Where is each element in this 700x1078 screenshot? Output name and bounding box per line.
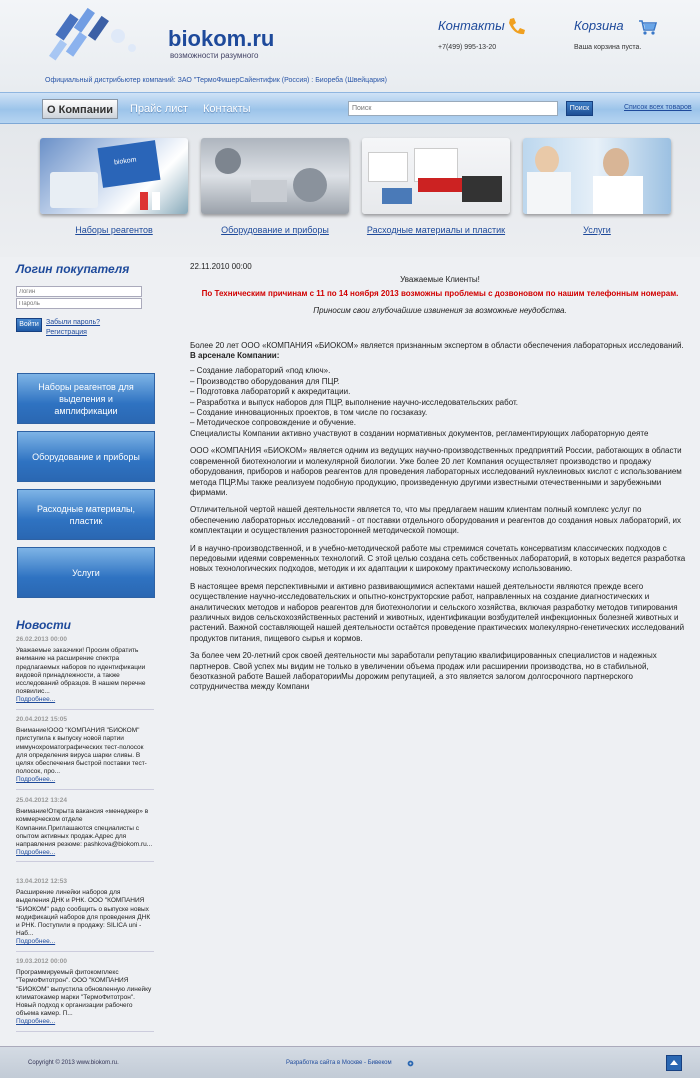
news-text: Уважаемые заказчики! Просим обратить внимание на расширение спектра предлагаемых наборов по идентификации видовой принадлежности, а также исследований образцов. В нашем перечне появилис... [16,647,146,696]
phone-number: +7(499) 995-13-20 [438,44,497,51]
list-item: – Методическое сопровождение и обучение. [190,418,356,428]
news-text: Внимание!Открыта вакансия «менеджер» в коммерческом отделе Компании.Приглашаются специалисты с опытом активных продаж.Адрес для направления резюме: pashkova@biokom.ru... [16,808,153,849]
reagents-image[interactable]: biokom [40,138,188,214]
list-item: – Разработка и выпуск наборов для ПЦР, выполнение научно-исследовательских работ. [190,397,518,407]
cart-icon[interactable] [638,18,658,36]
search-input[interactable] [348,101,558,116]
news-date: 19.03.2012 00:00 [16,958,67,965]
specialists-text: Специалисты Компании активно участвуют в создании нормативных документов, регламентирующих лабораторную деяте [190,428,649,438]
paragraph: Отличительной чертой нашей деятельности является то, что мы предлагаем нашим клиентам полный комплекс услуг по обеспечению лабораторных исследований - от поставки отдельного оборудования и реагентов до создания новых лабораторий, их комплектации и осуществления разносторонней методической помощи. [190,505,682,536]
all-goods-link[interactable]: Список всех товаров [624,104,692,111]
arrow-up-icon [667,1056,681,1070]
news-date: 13.04.2012 12:53 [16,878,67,885]
sidebar-item-equipment[interactable]: Оборудование и приборы [17,431,155,482]
login-title: Логин покупателя [16,262,130,276]
logo-text[interactable]: biokom.ru [168,26,275,51]
footer [0,1046,700,1078]
category-label[interactable]: Расходные материалы и пластик [366,225,506,235]
news-item [16,636,154,710]
nav-price[interactable]: Прайс лист [130,103,188,115]
nav-about[interactable]: О Компании [42,99,118,119]
gear-icon [406,1059,415,1068]
paragraph: За более чем 20-летний срок своей деятельности мы заработали репутацию квалифицированных специалистов и надежных партнеров. Свой успех мы видим не только в увеличении объема продаж или расширении производства, но в стабильной, безотказной работе Вашей лабораторииМы дорожим репутацией, а это является залогом долгосрочного партнерского сотрудничества между Компани [190,651,657,692]
phone-icon [506,16,526,36]
paragraph: И в научно-производственной, и в учебно-методической работе мы стремимся сочетать консерватизм классических подходов с передовыми идеями современных технологий. С этой целью создана сеть собственных лабораторий, в которых ведется разработка новых технологических подходов, методик и их адаптации к широкому практическому использованию. [190,543,686,574]
news-more-link[interactable]: Подробнее... [16,938,56,946]
news-item [16,958,154,1032]
news-item [16,878,154,952]
category-services[interactable] [523,138,671,235]
intro [190,341,690,362]
services-list [190,366,690,428]
developer-link[interactable]: Разработка сайта в Москве - Бивеком [286,1060,392,1066]
logo-icon[interactable] [42,6,162,74]
services-image[interactable] [523,138,671,214]
cart-status: Ваша корзина пуста. [574,44,642,51]
contacts-heading[interactable]: Контакты [438,18,505,33]
forgot-password-link[interactable]: Забыли пароль? [46,319,101,326]
login-input[interactable] [16,286,142,297]
sidebar-item-services[interactable]: Услуги [17,547,155,598]
sidebar [14,262,159,276]
news-more-link[interactable]: Подробнее... [16,849,56,857]
category-strip [0,124,700,257]
list-item: – Производство оборудования для ПЦР. [190,376,340,386]
password-input[interactable] [16,298,142,309]
sidebar-item-consumables[interactable]: Расходные материалы, пластик [17,489,155,540]
news-item [16,716,154,790]
scroll-up-button[interactable] [666,1055,682,1071]
category-reagents[interactable] [40,138,188,235]
consumables-image[interactable] [362,138,510,214]
paragraph: В настоящее время перспективными и активно развивающимися аспектами нашей деятельности являются прежде всего осуществление научно-исследовательских и опытно-конструкторские работ, направленных на создание диагностических и аналитических методов и наборов реагентов для биотехнологии и сельского хозяйства, включая разработку методов типирования различных видов сельскохозяйственных растений и животных, идентификации возбудителей инфекционных болезней животных и растений. Важной составляющей нашей деятельности остаётся проведение практических молекулярно-генетических исследований продуктов питания, пищевого сырья и кормов. [190,581,685,643]
logo-tagline: возможности разумного [170,51,259,60]
cart-heading[interactable]: Корзина [574,18,624,33]
login-button[interactable]: Войти [16,318,42,332]
list-item: – Создание лабораторий «под ключ». [190,366,331,376]
category-label[interactable]: Наборы реагентов [75,225,153,235]
category-equipment[interactable] [201,138,349,235]
news-more-link[interactable]: Подробнее... [16,1018,56,1026]
news-text: Программируемый фитокомплекс "ТермоФитотрон". ООО "КОМПАНИЯ "БИОКОМ" выпустила обновленную линейку климатокамер марки "ТермоФитотрон". Новый подход к организации рабочего объема камер. П... [16,969,152,1018]
list-item: – Подготовка лабораторий к аккредитации. [190,387,351,397]
news-item [16,797,154,862]
list-item: – Создание инновационных проектов, в том числе по госзаказу. [190,408,428,418]
nav-contacts[interactable]: Контакты [203,103,251,115]
news-date: 26.02.2013 00:00 [16,636,67,643]
apology: Приносим свои глубочайшие извинения за возможные неудобства. [313,306,567,316]
paragraph: ООО «КОМПАНИЯ «БИОКОМ» является одним из ведущих научно-производственных предприятий России, работающих в области современной биотехнологии и молекулярной биологии. Уже более 20 лет Компания осуществляет производство и продажу оборудования, приборов и наборов реагентов для проведения лабораторных исследований нуклеиновых кислот с использованием метода ПЦР.Мы также реализуем подобную продукцию, произведенную другими известными отечественными и зарубежными фирмами. [190,446,682,497]
article-date: 22.11.2010 00:00 [190,262,252,271]
arsenal-heading: В арсенале Компании: [190,351,280,361]
distributor-text: Официальный дистрибьютер компаний: ЗАО "ТермоФишерСайентифик (Россия) : Биореба (Швейцария) [45,77,388,84]
news-date: 20.04.2012 15:05 [16,716,67,723]
notice: По Техническим причинам с 11 по 14 ноября 2013 возможны проблемы с дозвоновом по нашим телефонным номерам. [201,288,679,298]
news-text: Внимание!ООО "КОМПАНИЯ "БИОКОМ" приступила к выпуску новой партии иммунохроматографических тест-полосок для определения вируса шарки сливы. В целях обеспечения быстрой поставки тест-полосок, про... [16,727,147,776]
news-title: Новости [16,618,71,632]
news-more-link[interactable]: Подробнее... [16,696,56,704]
intro-text: Более 20 лет ООО «КОМПАНИЯ «БИОКОМ» является признанным экспертом в области обеспечения лабораторных исследований. [190,340,684,350]
register-link[interactable]: Регистрация [46,329,87,336]
main-content [190,262,690,700]
sidebar-item-reagents[interactable]: Наборы реагентов для выделения и амплификации [17,373,155,424]
category-consumables[interactable] [362,138,510,235]
category-label[interactable]: Оборудование и приборы [221,225,329,235]
main-nav [0,92,700,124]
equipment-image[interactable] [201,138,349,214]
news-date: 25.04.2012 13:24 [16,797,67,804]
header [0,0,700,92]
news-more-link[interactable]: Подробнее... [16,776,56,784]
search-button[interactable]: Поиск [566,101,593,116]
news-text: Расширение линейки наборов для выделения ДНК и РНК. ООО "КОМПАНИЯ "БИОКОМ" радо сообщить о выпуске новых модификаций наборов для проведения ДНК и РНК. Поступили в продажу: SILICA uni - Наб... [16,889,151,938]
category-label[interactable]: Услуги [583,225,611,235]
greeting: Уважаемые Клиенты! [400,275,480,285]
copyright: Copyright © 2013 www.biokom.ru. [28,1060,119,1066]
